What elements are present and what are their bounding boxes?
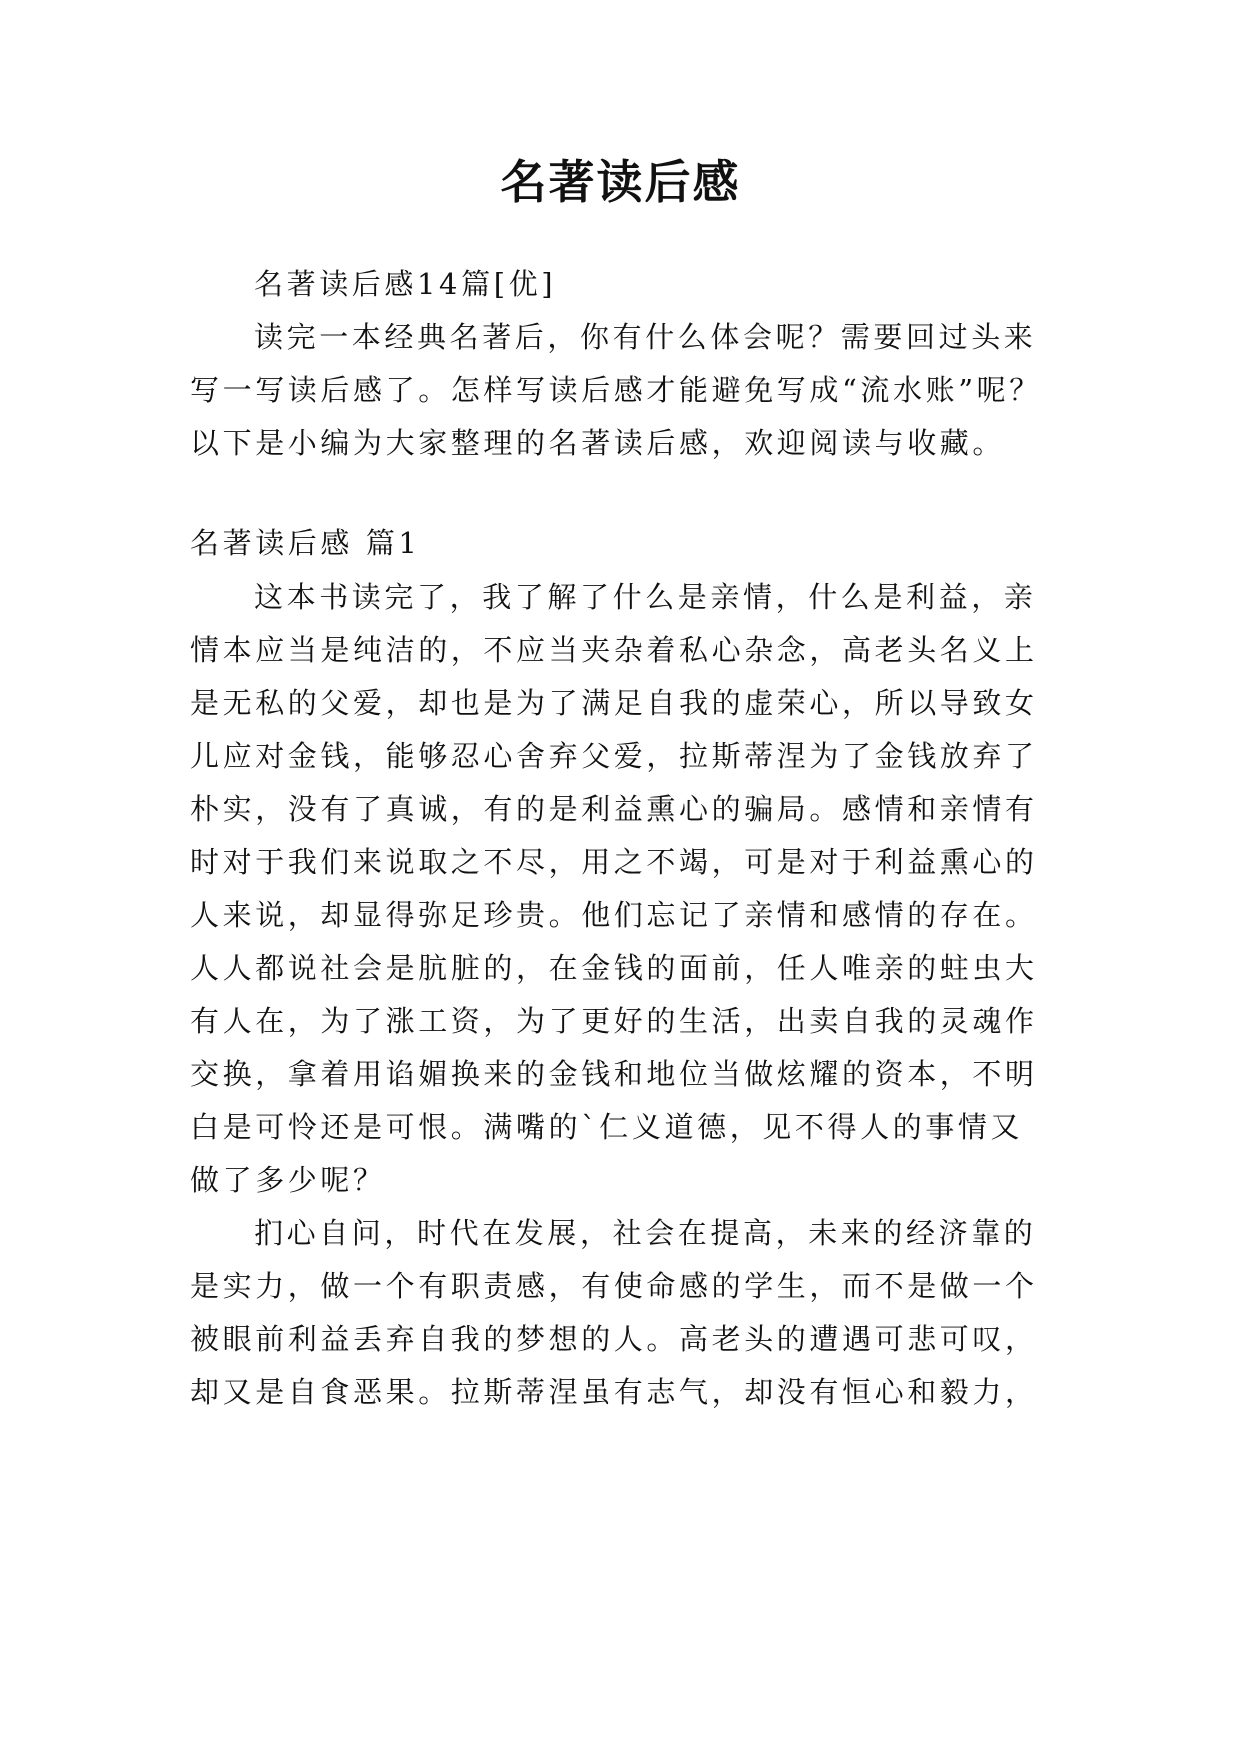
paragraph-line: 时对于我们来说取之不尽，用之不竭，可是对于利益熏心的 <box>190 845 1038 879</box>
paragraph-line: 被眼前利益丢弃自我的梦想的人。高老头的遭遇可悲可叹， <box>190 1322 1038 1356</box>
paragraph-line: 人来说，却显得弥足珍贵。他们忘记了亲情和感情的存在。 <box>190 898 1038 932</box>
paragraph-line: 是无私的父爱，却也是为了满足自我的虚荣心，所以导致女 <box>190 686 1038 720</box>
paragraph-line: 是实力，做一个有职责感，有使命感的学生，而不是做一个 <box>190 1269 1038 1303</box>
paragraph-line: 儿应对金钱，能够忍心舍弃父爱，拉斯蒂涅为了金钱放弃了 <box>190 739 1038 773</box>
paragraph-line: 交换，拿着用谄媚换来的金钱和地位当做炫耀的资本，不明 <box>190 1057 1038 1091</box>
section-heading: 名著读后感 篇1 <box>190 526 421 560</box>
intro-line: 以下是小编为大家整理的名著读后感，欢迎阅读与收藏。 <box>190 426 1006 460</box>
paragraph-line: 白是可怜还是可恨。满嘴的`仁义道德，见不得人的事情又 <box>190 1110 1024 1144</box>
paragraph-line: 这本书读完了，我了解了什么是亲情，什么是利益，亲 <box>254 580 1037 614</box>
paragraph-line: 情本应当是纯洁的，不应当夹杂着私心杂念，高老头名义上 <box>190 633 1038 667</box>
paragraph-line: 人人都说社会是肮脏的，在金钱的面前，任人唯亲的蛀虫大 <box>190 951 1038 985</box>
paragraph-line: 有人在，为了涨工资，为了更好的生活，出卖自我的灵魂作 <box>190 1004 1038 1038</box>
paragraph-line: 朴实，没有了真诚，有的是利益熏心的骗局。感情和亲情有 <box>190 792 1038 826</box>
paragraph-line: 扪心自问，时代在发展，社会在提高，未来的经济靠的 <box>254 1216 1037 1250</box>
document-subtitle: 名著读后感14篇[优] <box>254 267 557 301</box>
paragraph-line: 做了多少呢？ <box>190 1163 386 1197</box>
intro-line: 读完一本经典名著后，你有什么体会呢？需要回过头来 <box>254 320 1037 354</box>
paragraph-line: 却又是自食恶果。拉斯蒂涅虽有志气，却没有恒心和毅力， <box>190 1375 1038 1409</box>
document-title: 名著读后感 <box>500 155 741 209</box>
intro-line: 写一写读后感了。怎样写读后感才能避免写成“流水账”呢？ <box>190 373 1042 407</box>
